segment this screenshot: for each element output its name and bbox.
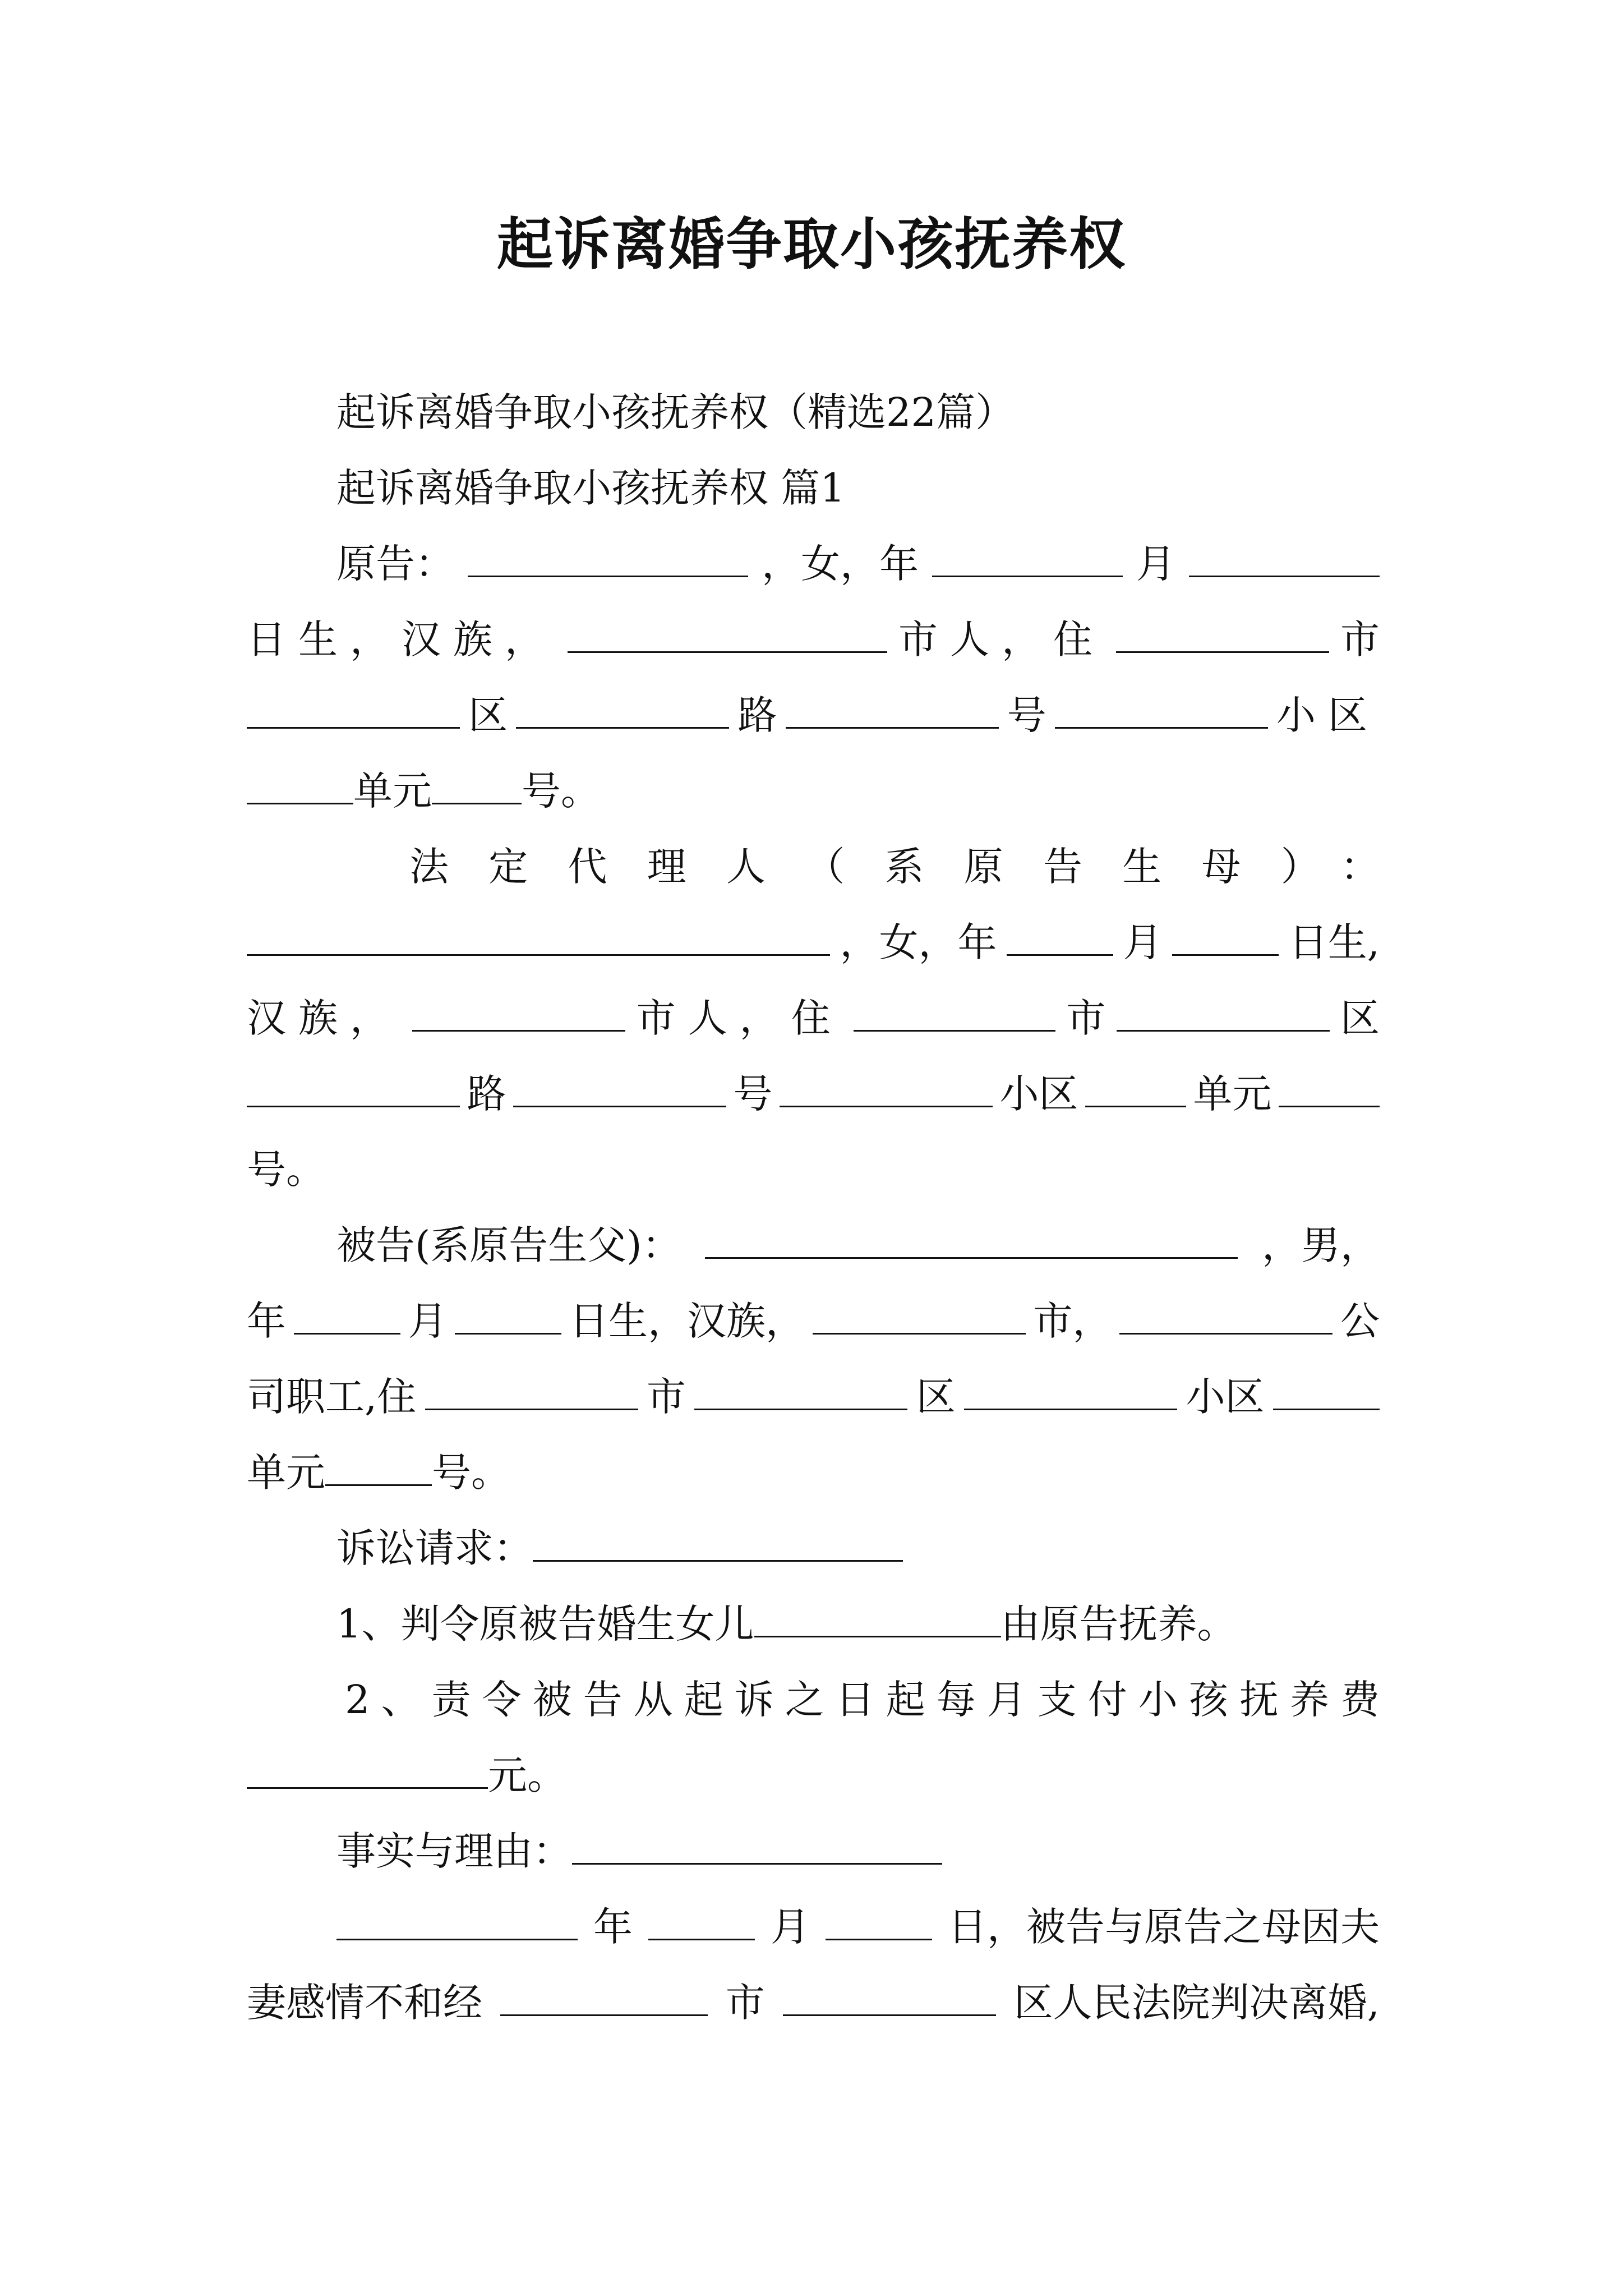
facts-month-text: 月 — [771, 1904, 810, 1950]
plaintiff-name-blank — [468, 535, 748, 577]
plaintiff-unit-text: 单元 — [353, 768, 432, 814]
agent-month-blank — [1172, 914, 1279, 956]
agent-city-text: 市 — [1066, 995, 1106, 1041]
defendant-line-2 — [247, 1290, 1380, 1352]
agent-number-text: 号 — [733, 1071, 773, 1117]
agent-road-text: 路 — [467, 1071, 506, 1117]
plaintiff-district-blank — [247, 687, 460, 729]
defendant-city-text: 市， — [1033, 1298, 1112, 1344]
claims-blank — [533, 1520, 903, 1562]
plaintiff-district-text: 区 — [468, 692, 508, 738]
plaintiff-label: 原告： — [336, 541, 454, 587]
facts-city-blank — [500, 1974, 708, 2016]
defendant-community-blank — [964, 1368, 1177, 1410]
facts-month-blank — [648, 1898, 755, 1940]
plaintiff-community-text: 小区 — [1276, 692, 1380, 738]
facts-blank — [572, 1823, 942, 1865]
claim-item-2-cont — [247, 1745, 1380, 1806]
agent-unit-blank — [1085, 1065, 1186, 1107]
defendant-line-1 — [336, 1214, 1380, 1276]
agent-road-blank — [247, 1065, 460, 1107]
agent-district-blank — [1117, 990, 1330, 1032]
plaintiff-city-blank — [1116, 611, 1329, 653]
defendant-year-blank — [294, 1292, 400, 1335]
claims-heading — [336, 1517, 1380, 1579]
defendant-unit-text: 单元 — [247, 1450, 325, 1496]
defendant-born-text: 日生，汉族， — [569, 1298, 805, 1344]
agent-community-blank — [780, 1065, 993, 1107]
agent-room-blank — [1279, 1065, 1380, 1107]
claim-1-blank — [754, 1595, 1001, 1637]
facts-year-blank — [336, 1898, 578, 1940]
agent-ethnic-text: 汉族， — [247, 995, 402, 1041]
plaintiff-city-text: 市 — [1340, 616, 1380, 662]
claim-1-text: 1、判令原被告婚生女儿 — [336, 1601, 754, 1647]
agent-unit-text: 单元 — [1193, 1071, 1272, 1117]
defendant-room-text: 号。 — [432, 1450, 510, 1496]
facts-day-text: 日，被告与原告之母因夫 — [948, 1904, 1380, 1950]
facts-year-text: 年 — [593, 1904, 633, 1950]
document-title: 起诉离婚争取小孩抚养权 — [497, 211, 1126, 277]
agent-line-4 — [247, 1063, 1380, 1125]
defendant-gender-text: ，男， — [1262, 1222, 1380, 1268]
plaintiff-residence-text: 市人，住 — [898, 616, 1105, 662]
defendant-district-blank — [694, 1368, 907, 1410]
defendant-city-blank — [425, 1368, 638, 1410]
plaintiff-line-1 — [336, 533, 1380, 595]
plaintiff-line-3 — [247, 684, 1380, 746]
agent-number-blank — [513, 1065, 726, 1107]
agent-name-blank — [247, 914, 830, 956]
plaintiff-year-blank — [932, 535, 1123, 577]
plaintiff-gender-text: ，女，年 — [762, 541, 919, 587]
facts-line-2 — [247, 1972, 1380, 2033]
defendant-company-blank — [1119, 1292, 1332, 1335]
facts-day-blank — [826, 1898, 932, 1940]
agent-city-blank — [854, 990, 1055, 1032]
plaintiff-number-text: 号 — [1007, 692, 1046, 738]
facts-label: 事实与理由： — [336, 1828, 572, 1874]
defendant-unit-blank — [1273, 1368, 1380, 1410]
chapter-heading: 起诉离婚争取小孩抚养权 篇1 — [336, 465, 845, 511]
plaintiff-line-2 — [247, 609, 1380, 670]
agent-district-text: 区 — [1340, 995, 1380, 1041]
defendant-room-blank — [325, 1444, 432, 1486]
defendant-line-4 — [247, 1442, 1380, 1503]
claims-label: 诉讼请求： — [336, 1525, 533, 1571]
defendant-line-3 — [247, 1366, 1380, 1428]
agent-community-text: 小区 — [999, 1071, 1078, 1117]
plaintiff-month-blank — [1189, 535, 1380, 577]
agent-year-blank — [1007, 914, 1113, 956]
plaintiff-born-text: 日生，汉族， — [247, 616, 556, 662]
plaintiff-line-4 — [247, 760, 1380, 822]
defendant-month-blank — [455, 1292, 561, 1335]
defendant-city2-text: 市 — [647, 1374, 686, 1420]
facts-heading — [336, 1820, 1380, 1882]
defendant-name-blank — [705, 1217, 1238, 1259]
plaintiff-community-blank — [1055, 687, 1268, 729]
defendant-community-text: 小区 — [1186, 1374, 1265, 1420]
facts-city-text: 市 — [725, 1980, 765, 2026]
plaintiff-room-text: 号。 — [522, 768, 600, 814]
facts-district-blank — [783, 1974, 996, 2016]
facts-court-text: 区人民法院判决离婚, — [1013, 1980, 1380, 2026]
agent-gender-text: ，女，年 — [840, 919, 997, 965]
plaintiff-unit-blank — [247, 762, 353, 804]
claim-2-amount-blank — [247, 1747, 488, 1789]
defendant-origin-blank — [813, 1292, 1026, 1335]
agent-line-2 — [247, 912, 1380, 973]
facts-line-1 — [336, 1896, 1380, 1958]
plaintiff-room-blank — [432, 762, 522, 804]
agent-residence-text: 市人，住 — [636, 995, 843, 1041]
plaintiff-road-text: 路 — [737, 692, 777, 738]
agent-label: 法定代理人（系原告生母）： — [409, 844, 1380, 890]
facts-line2-a: 妻感情不和经 — [247, 1980, 482, 2026]
plaintiff-road-blank — [516, 687, 729, 729]
defendant-label: 被告(系原告生父)： — [336, 1222, 681, 1268]
claim-item-2: 2、责令被告从起诉之日起每月支付小孩抚养费 — [345, 1677, 1380, 1723]
defendant-company-text: 公 — [1340, 1298, 1380, 1344]
defendant-district-text: 区 — [916, 1374, 956, 1420]
claim-2-tail: 元。 — [488, 1752, 566, 1798]
subtitle: 起诉离婚争取小孩抚养权（精选22篇） — [336, 389, 1015, 435]
defendant-month-text: 月 — [408, 1298, 448, 1344]
agent-origin-blank — [412, 990, 625, 1032]
agent-line-5: 号。 — [247, 1147, 325, 1193]
agent-month-text: 月 — [1123, 919, 1163, 965]
plaintiff-number-blank — [786, 687, 999, 729]
claim-item-1 — [336, 1593, 1380, 1655]
agent-line-3 — [247, 987, 1380, 1049]
plaintiff-month-text: 月 — [1136, 541, 1175, 587]
agent-born-text: 日生, — [1288, 919, 1380, 965]
plaintiff-origin-blank — [568, 611, 887, 653]
defendant-year-text: 年 — [247, 1298, 286, 1344]
claim-1-tail: 由原告抚养。 — [1000, 1601, 1237, 1647]
defendant-staff-text: 司职工,住 — [247, 1374, 417, 1420]
